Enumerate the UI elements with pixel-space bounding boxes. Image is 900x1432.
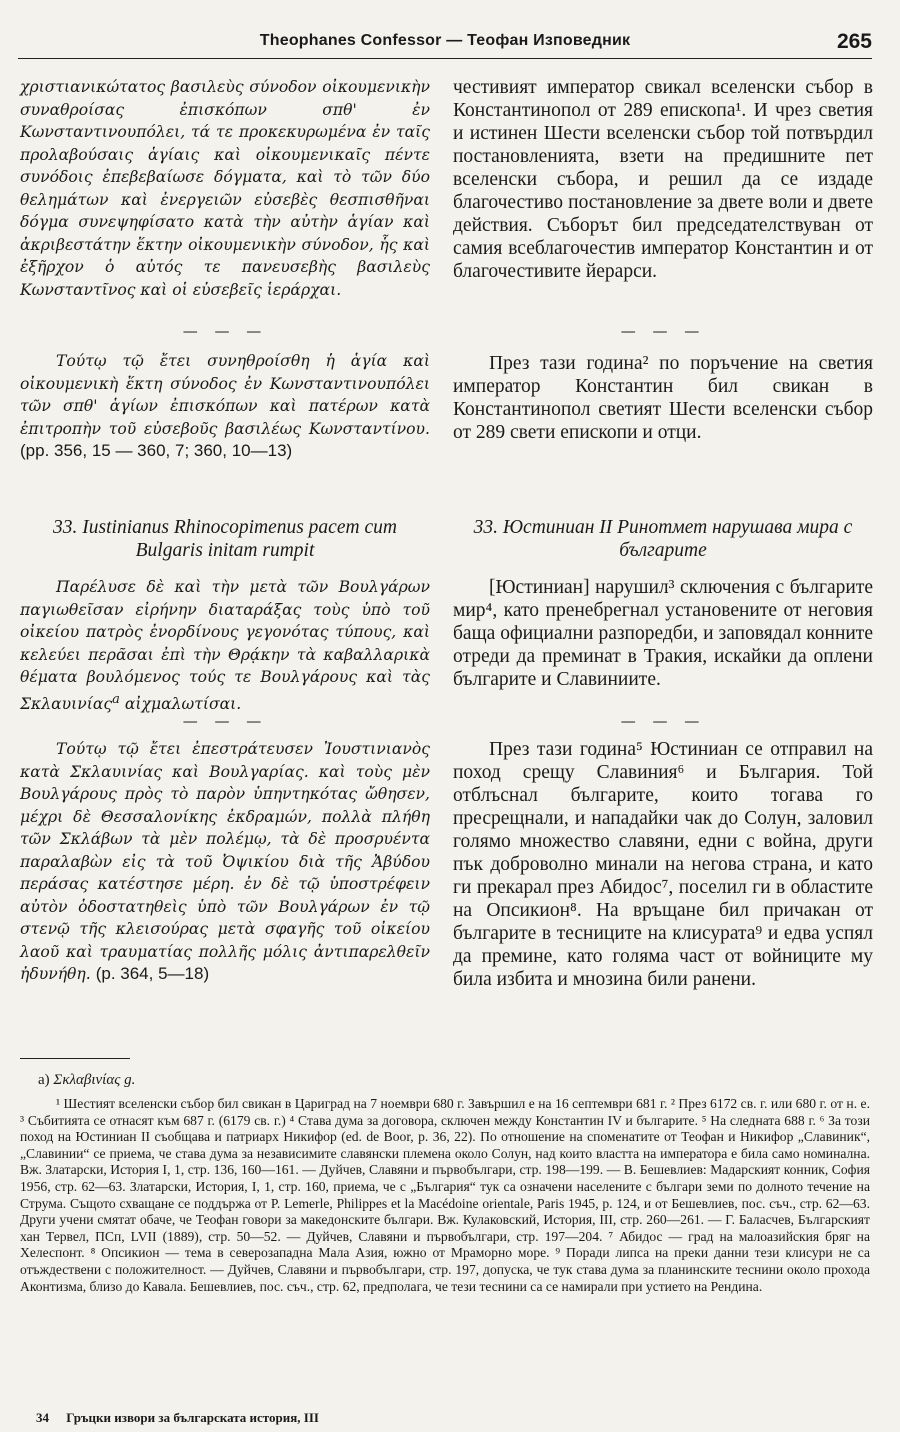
signature-number: 34 <box>36 1410 49 1425</box>
section-dashes: — — — <box>182 712 268 730</box>
bulgarian-separator-1 <box>453 322 873 340</box>
greek-separator-2 <box>20 712 430 730</box>
section-dashes: — — — <box>182 322 268 340</box>
bulgarian-paragraph-3: [Юстиниан] нарушил³ сключения с българите мир⁴, като пренебрегнал установените от неговия баща официални разпоредби, и заповядал конните отреди да преминат в Тракия, искайки да оплени българите и Славиниите. <box>453 577 873 690</box>
page-footer <box>36 1410 333 1426</box>
footnote-rule <box>20 1058 130 1059</box>
page-number: 265 <box>836 30 872 53</box>
greek-separator-1 <box>20 322 430 340</box>
apparatus-label: a) <box>38 1072 50 1088</box>
greek-paragraph-4: Τούτῳ τῷ ἔτει ἐπεστράτευσεν Ἰουστινιανὸς κατὰ Σκλαυινίας καὶ Βουλγαρίας. καὶ τοὺς μὲν Βουλγάρους πρὸς τὸ παρὸν ὑπηντηκότας ὤθησεν, μέχρι δὲ Θεσσαλονίκης ἐκδραμών, πολλὰ πλήθη τῶν Σκλάβων τὰ μὲν πολέμῳ, τὰ δὲ προσρυέντα παραλαβὼν εἰς τὰ τοῦ Ὀψικίου διὰ τῆς Ἀβύδου περάσας κατέστησε μέρη. ἐν δὲ τῷ ὑποστρέφειν αὐτὸν ὁδοστατηθεὶς ὑπὸ τῶν Βουλγάρων ἐν τῷ στενῷ τῆς κλεισούρας μετὰ σφαγῆς τοῦ οἰκείου λαοῦ καὶ τραυματίας πολλῆς μόλις ἀντιπαρελθεῖν ἠδυνήθη. (p. 364, 5—18) <box>20 740 430 983</box>
footnotes: ¹ Шестият вселенски събор бил свикан в Цариград на 7 ноември 680 г. Завършил е на 16 септември 681 г. ² През 6172 св. г. или 680 г. от н. е. ³ Събитията се отнасят към 687 г. (6179 св. г.) ⁴ Става дума за договора, сключен между Константин IV и българите. ⁵ На следната 688 г. ⁶ За този поход на Юстиниан II съобщава и патриарх Никифор (ed. de Boor, p. 36, 22). По отношение на споменатите от Теофан и Никифор „Славиник“, „Славинии“ се приема, че става дума за независимите славянски племена около Солун, над които властта на императора е била само номинална. Вж. Златарски, История I, 1, стр. 136, 160—161. — Дуйчев, Славяни и първобългари, стр. 198—199. — В. Бешевлиев: Мадарският конник, София 1956, стр. 62—63. Златарски, История, I, 1, стр. 160, приема, че с „България“ тук са означени населените с българи земи по долното течение на Струма. Същото схващане се поддържа от P. Lemerle, Philippes et la Macédoine orientale, Paris 1945, p. 124, и от Бешевлиев, пос. съч., стр. 62—63. Други учени смятат обаче, че Теофан говори за македонските българи. Вж. Кулаковский, История, III, стр. 260—261. — Г. Баласчев, Българският хан Тервел, ПСп, LVII (1889), стр. 50—52. — Дуйчев, Славяни и първобългари, стр. 197—204. ⁷ Абидос — град на малоазийския бряг на Хелеспонт. ⁸ Опсикион — тема в северозападна Мала Азия, южно от Мраморно море. ⁹ Поради липса на преки данни тези клисури не са отъждествени с положителност. — Дуйчев, Славяни и първобългари, стр. 197, допуска, че тук става дума за планинските теснини около прохода Аконтизма, близо до Кавала. Бешевлиев, пос. съч., стр. 62, предполага, че тези теснини са се намирали при устието на Рендина. <box>20 1096 870 1294</box>
bulgarian-block-4 <box>453 738 873 991</box>
running-title: Theophanes Confessor — Теофан Изповедник <box>259 32 631 49</box>
bulgarian-paragraph-4: През тази година⁵ Юстиниан се отправил на поход срещу Славиния⁶ и България. Той отблъснал българите, които тогава го пресрещнали, и нападайки чак до Солун, заловил голямо множество славяни, едни с война, други пък доброволно минали на негова страна, и като ги прекарал през Абидос⁷, поселил ги в областите на Опсикион⁸. На връщане бил причакан от българите в тесниците на клисурата⁹ и едва успял да премине, като голяма част от войниците му била избита и мнозина били ранени. <box>453 739 873 990</box>
section-dashes: — — — <box>620 712 706 730</box>
page-header <box>18 30 872 59</box>
source-reference-2: (p. 364, 5—18) <box>95 964 210 983</box>
apparatus-marker: a <box>112 691 120 707</box>
greek-block-1 <box>20 76 430 301</box>
greek-paragraph-2: Τούτῳ τῷ ἔτει συνηθροίσθη ἡ ἁγία καὶ οἰκουμενικὴ ἕκτη σύνοδος ἐν Κωνσταντινουπόλει τῶν σπθ' ἁγίων ἐπισκόπων καὶ πατέρων κατὰ ἐπιτροπὴν τοῦ εὐσεβοῦς βασιλέως Κωνσταντίνου. (pp. 356, 15 — 360, 7; 360, 10—13) <box>20 352 430 460</box>
bulgarian-block-1 <box>453 76 873 283</box>
bulgarian-block-3 <box>453 576 873 691</box>
bulgarian-paragraph-1: честивият император свикал вселенски събор в Константинопол от 289 епископа¹. И чрез светия и истинен Шести вселенски събор той потвърдил постановленията, взети на предишните пет вселенски събора, и решил да се издаде благочестиво постановление за двете воли и двете действия. Съборът бил председателствуван от самия всеблагочестив император Константин и от благочестивите йерарси. <box>453 77 873 282</box>
chapter-title-latin-block <box>20 516 430 562</box>
chapter-title-bulgarian-block <box>453 516 873 562</box>
bulgarian-paragraph-2: През тази година² по поръчение на светия император Константин бил свикан в Константинопол светият Шести вселенски събор от 289 свети епископи и отци. <box>453 353 873 443</box>
source-reference-1: (pp. 356, 15 — 360, 7; 360, 10—13) <box>20 441 293 460</box>
greek-block-2 <box>20 350 430 463</box>
chapter-title-bulgarian: 33. Юстиниан II Ринотмет нарушава мира с българите <box>473 517 853 561</box>
book-title: Гръцки извори за българската история, III <box>66 1410 319 1425</box>
apparatus-note <box>38 1072 338 1089</box>
bulgarian-block-2 <box>453 352 873 444</box>
chapter-title-latin: 33. Iustinianus Rhinocopimenus pacem cum Bulgaris initam rumpit <box>53 517 397 561</box>
greek-paragraph-1: χριστιανικώτατος βασιλεὺς σύνοδον οἰκουμενικὴν συναθροίσας ἐπισκόπων σπθ' ἐν Κωνσταντινουπόλει, τά τε προκεκυρωμένα ἐν ταῖς προλαβούσαις ἁγίαις καὶ οἰκουμενικαῖς πέντε συνόδοις ἐπεβεβαίωσε δόγματα, καὶ τὸ τῶν δύο θελημάτων καὶ ἐνεργειῶν εὐσεβὲς θεσπισθῆναι δόγμα συνεψηφίσατο κατὰ τὴν αὐτὴν ἁγίαν καὶ ἀκριβεστάτην ἕκτην οἰκουμενικὴν σύνοδον, ἧς καὶ ἐξῆρχον ὁ αὐτός τε πανευσεβὴς βασιλεὺς Κωνσταντῖνος καὶ οἱ εὐσεβεῖς ἱεράρχαι. <box>20 78 430 299</box>
greek-block-3 <box>20 576 430 715</box>
greek-block-4 <box>20 738 430 986</box>
apparatus-text: Σκλαβινίας g. <box>53 1072 136 1088</box>
bulgarian-separator-2 <box>453 712 873 730</box>
greek-paragraph-3: Παρέλυσε δὲ καὶ τὴν μετὰ τῶν Βουλγάρων παγιωθεῖσαν εἰρήνην διαταράξας τοὺς ὑπὸ τοῦ οἰκείου πατρὸς ἐνορδίνους γεγονότας τύπους, καὶ κελεύει περᾶσαι ἐπὶ τὴν Θρᾴκην τὰ καβαλλαρικὰ θέματα βουλόμενος τούς τε Βουλγάρους καὶ τὰς Σκλαυινίας$^a$ αἰχμαλωτίσαι. <box>20 578 430 713</box>
section-dashes: — — — <box>620 322 706 340</box>
